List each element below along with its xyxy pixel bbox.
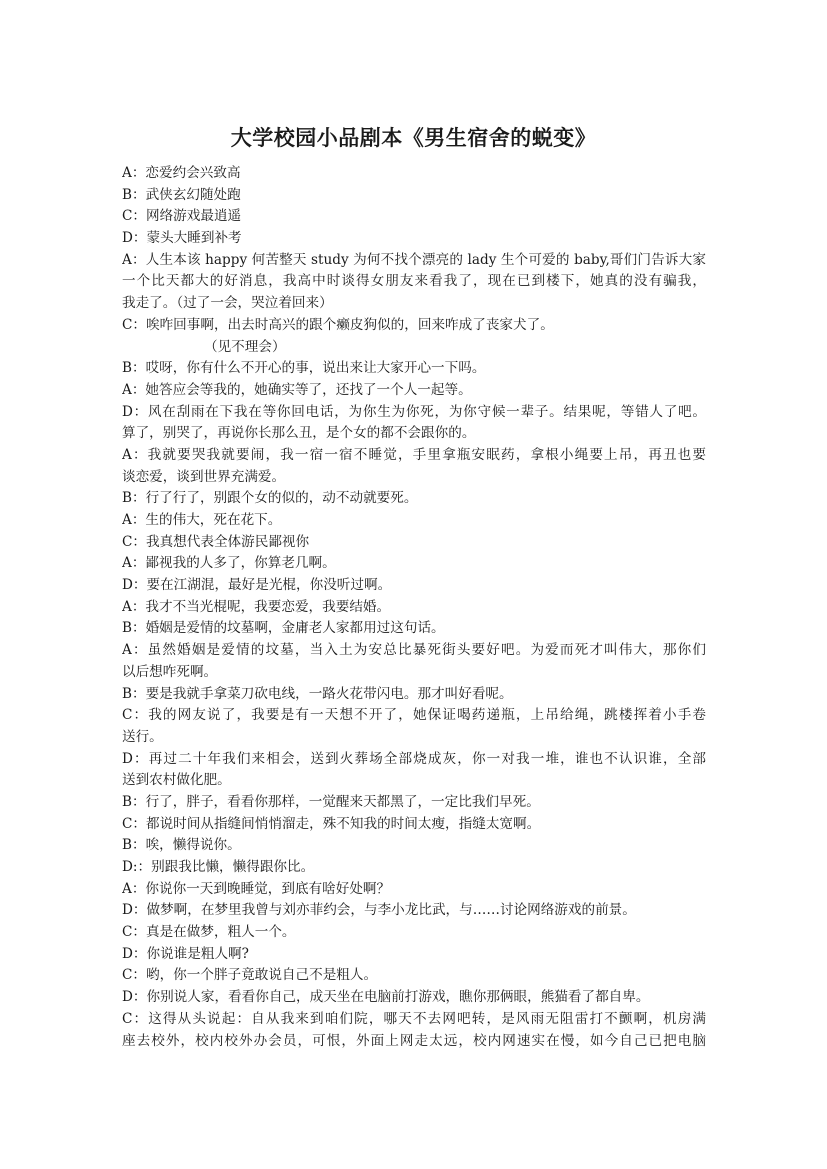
script-body bbox=[122, 163, 706, 1052]
script-line: B：行了行了，别跟个女的似的，动不动就要死。 bbox=[122, 490, 418, 507]
script-line: C：我真想代表全体游民鄙视你 bbox=[122, 533, 310, 550]
script-line: A：鄙视我的人多了，你算老几啊。 bbox=[122, 555, 336, 572]
script-line: A：我就要哭我就要闹，我一宿一宿不睡觉，手里拿瓶安眠药，拿根小绳要上吊，再丑也要 bbox=[122, 446, 706, 463]
script-line: A：我才不当光棍呢，我要恋爱，我要结婚。 bbox=[122, 598, 391, 615]
script-line: A：你说你一天到晚睡觉，到底有啥好处啊？ bbox=[122, 880, 391, 897]
script-line: B：要是我就手拿菜刀砍电线，一路火花带闪电。那才叫好看呢。 bbox=[122, 685, 513, 702]
script-line: D：你说谁是粗人啊? bbox=[122, 945, 249, 962]
script-line: D：你别说人家，看看你自己，成天坐在电脑前打游戏，瞧你那俩眼，熊猫看了都自卑。 bbox=[122, 989, 650, 1006]
script-line: 算了，别哭了，再说你长那么丑，是个女的都不会跟你的。 bbox=[122, 425, 476, 442]
script-line: 送行。 bbox=[122, 728, 163, 745]
script-line: B：哎呀，你有什么不开心的事，说出来让大家开心一下吗。 bbox=[122, 360, 486, 377]
document-title: 大学校园小品剧本《男生宿舍的蜕变》 bbox=[230, 125, 597, 150]
script-line: 谈恋爱，谈到世界充满爱。 bbox=[122, 468, 286, 485]
script-line: A：人生本该 happy 何苦整天 study 为何不找个漂亮的 lady 生个可爱的 baby,哥们门告诉大家 bbox=[122, 251, 706, 268]
script-line: C：哟，你一个胖子竟敢说自己不是粗人。 bbox=[122, 967, 378, 984]
script-line: C：真是在做梦，粗人一个。 bbox=[122, 924, 296, 941]
script-line: D：蒙头大睡到补考 bbox=[122, 230, 242, 247]
script-line: A：生的伟大，死在花下。 bbox=[122, 512, 282, 528]
script-line: C：这得从头说起：自从我来到咱们院，哪天不去网吧转，是风雨无阻雷打不颤啊，机房满 bbox=[122, 1010, 706, 1027]
script-line: C：都说时间从指缝间悄悄溜走，殊不知我的时间太瘦，指缝太宽啊。 bbox=[122, 815, 541, 832]
script-line: B：婚姻是爱情的坟墓啊，金庸老人家都用过这句话。 bbox=[122, 620, 445, 637]
script-line: 一个比天都大的好消息，我高中时谈得女朋友来看我了，现在已到楼下，她真的没有骗我， bbox=[122, 273, 706, 290]
script-line: D：风在刮雨在下我在等你回电话，为你生为你死，为你守候一辈子。结果呢，等错人了吧。 bbox=[122, 403, 706, 420]
script-line: 我走了。（过了一会，哭泣着回来） bbox=[122, 295, 333, 312]
script-line: A：虽然婚姻是爱情的坟墓，当入土为安总比暴死街头要好吧。为爱而死才叫伟大，那你们 bbox=[122, 642, 706, 659]
script-line: B：行了，胖子，看看你那样，一觉醒来天都黑了，一定比我们早死。 bbox=[122, 793, 540, 810]
script-line: A：她答应会等我的，她确实等了，还找了一个人一起等。 bbox=[122, 381, 472, 398]
script-line: 座去校外，校内校外办会员，可恨，外面上网走太远，校内网速实在慢，如今自己已把电脑 bbox=[122, 1032, 706, 1049]
script-line: 以后想咋死啊。 bbox=[122, 663, 218, 680]
script-line: 送到农村做化肥。 bbox=[122, 772, 231, 789]
script-line: B：武侠玄幻随处跑 bbox=[122, 186, 241, 203]
script-line: D：要在江湖混，最好是光棍，你没听过啊。 bbox=[122, 577, 392, 594]
script-line: C：网络游戏最逍遥 bbox=[122, 208, 242, 225]
script-line: C：我的网友说了，我要是有一天想不开了，她保证喝药递瓶，上吊给绳，跳楼挥着小手卷 bbox=[122, 707, 706, 724]
script-line: D：做梦啊，在梦里我曾与刘亦菲约会，与李小龙比武，与……讨论网络游戏的前景。 bbox=[122, 902, 636, 919]
script-line: D：再过二十年我们来相会，送到火葬场全部烧成灰，你一对我一堆，谁也不认识谁，全部 bbox=[122, 750, 706, 767]
script-line: （见不理会） bbox=[204, 338, 286, 355]
script-line: D:：别跟我比懒，懒得跟你比。 bbox=[122, 859, 315, 875]
script-line: A：恋爱约会兴致高 bbox=[122, 165, 241, 181]
script-line: C：唉咋回事啊，出去时高兴的跟个癞皮狗似的，回来咋成了丧家犬了。 bbox=[122, 316, 554, 333]
script-line: B：唉，懒得说你。 bbox=[122, 837, 241, 854]
